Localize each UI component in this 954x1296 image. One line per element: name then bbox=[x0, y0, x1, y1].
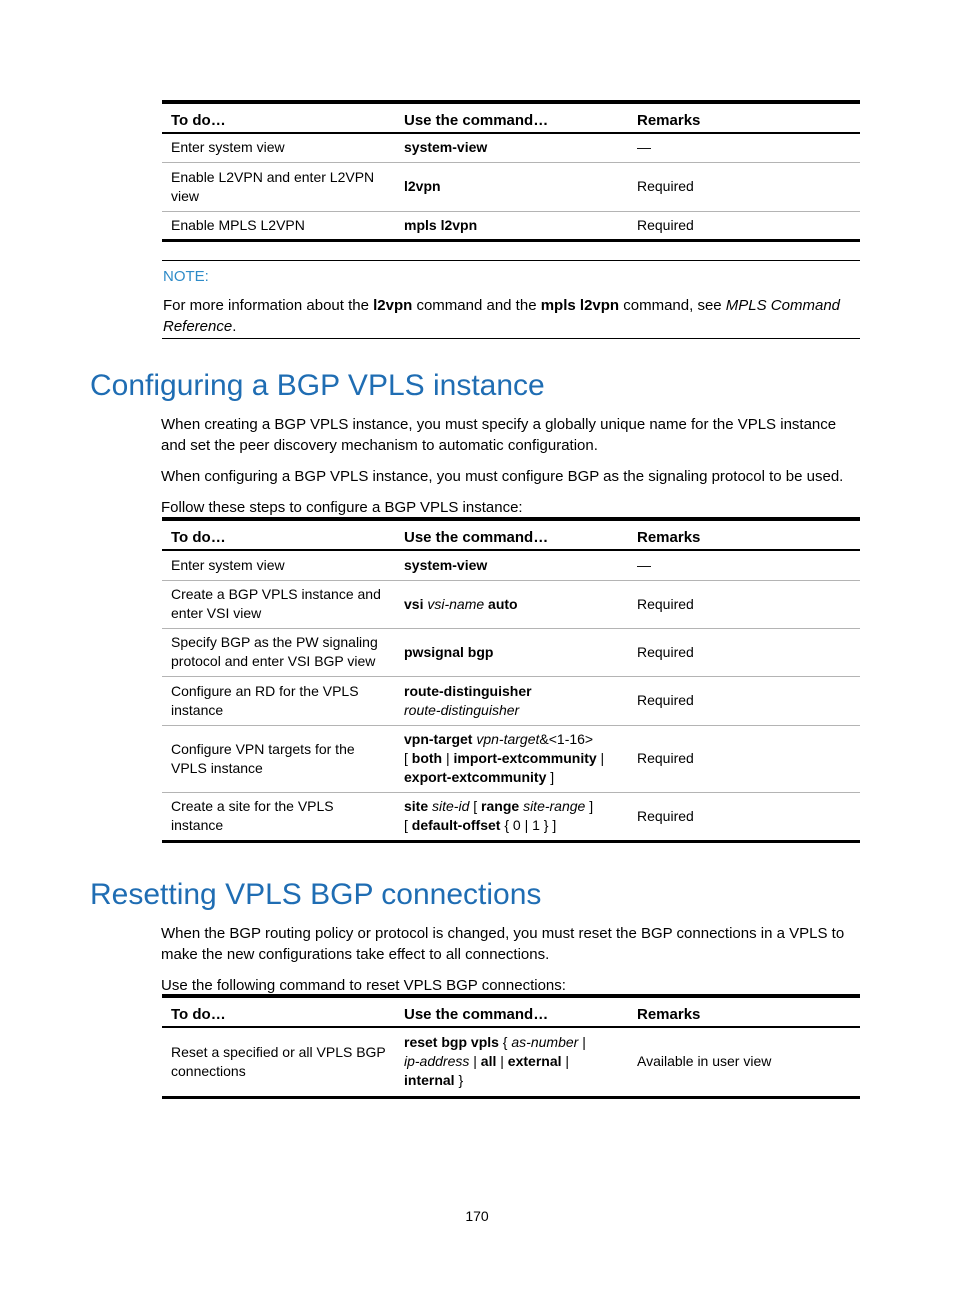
table-row bbox=[162, 725, 860, 792]
paragraph: When creating a BGP VPLS instance, you must specify a globally unique name for the VPLS instance and set the peer discovery mechanism to automatic configuration. bbox=[161, 416, 837, 454]
col-header-remarks: Remarks bbox=[628, 519, 860, 550]
cmd-keyword: range bbox=[481, 798, 520, 814]
cmd-text: [ bbox=[404, 750, 412, 766]
table-row bbox=[162, 792, 860, 841]
cmd-argument: route-distinguisher bbox=[404, 701, 520, 718]
cmd-keyword: route-distinguisher bbox=[404, 682, 532, 699]
cmd-keyword: internal bbox=[404, 1072, 455, 1089]
cmd-keyword: auto bbox=[488, 595, 518, 612]
cmd-keyword: export-extcommunity bbox=[404, 769, 547, 785]
cmd-argument: vsi-name bbox=[427, 595, 485, 612]
cmd-text: { bbox=[498, 1034, 512, 1051]
cmd-text: [ bbox=[469, 798, 482, 814]
col-header-command: Use the command… bbox=[395, 102, 628, 133]
cell-remarks: Required bbox=[628, 162, 860, 211]
col-header-todo: To do… bbox=[162, 102, 395, 133]
cell-command bbox=[395, 1027, 628, 1097]
cmd-text: ] bbox=[585, 798, 594, 814]
cell-remarks: Required bbox=[637, 216, 694, 233]
cmd-keyword: import-extcommunity bbox=[453, 750, 597, 766]
cmd-argument: site-id bbox=[432, 798, 470, 814]
cell-command bbox=[395, 725, 628, 792]
cell-remarks: Available in user view bbox=[637, 1053, 772, 1070]
cell-todo: Enable MPLS L2VPN bbox=[171, 216, 305, 233]
cell-command bbox=[395, 676, 628, 725]
note-text-part: . bbox=[232, 318, 237, 335]
cell-command: l2vpn bbox=[395, 162, 628, 211]
cmd-keyword: vsi bbox=[404, 595, 424, 612]
cell-todo: Configure an RD for the VPLS instance bbox=[162, 676, 395, 725]
cell-remarks: — bbox=[628, 133, 860, 162]
page-number: 170 bbox=[465, 1208, 489, 1224]
cell-todo: Reset a specified or all VPLS BGP connections bbox=[171, 1043, 386, 1079]
table-header-row bbox=[162, 996, 860, 1027]
cell-todo: Configure VPN targets for the VPLS instance bbox=[162, 725, 395, 792]
section-heading-reset-bgp: Resetting VPLS BGP connections bbox=[90, 878, 542, 911]
system-config-table bbox=[162, 100, 860, 242]
section-heading-bgp-vpls: Configuring a BGP VPLS instance bbox=[90, 369, 545, 402]
note-label: NOTE: bbox=[163, 268, 209, 285]
cell-remarks: Required bbox=[628, 628, 860, 676]
cmd-keyword: vpn-target bbox=[404, 731, 473, 747]
col-header-command: Use the command… bbox=[395, 519, 628, 550]
cmd-text: | bbox=[442, 750, 454, 766]
note-text bbox=[163, 295, 853, 337]
cell-command bbox=[395, 550, 628, 580]
col-header-remarks: Remarks bbox=[628, 996, 860, 1027]
note-text-part: command and the bbox=[412, 297, 541, 314]
col-header-todo: To do… bbox=[162, 996, 395, 1027]
cmd-text: ] bbox=[546, 769, 555, 785]
cmd-text: } bbox=[454, 1072, 464, 1089]
table-row bbox=[162, 628, 860, 676]
cell-command bbox=[395, 792, 628, 841]
table-row bbox=[162, 133, 860, 162]
paragraph: Follow these steps to configure a BGP VPLS instance: bbox=[161, 499, 523, 516]
cmd-keyword: default-offset bbox=[411, 817, 501, 833]
cell-remarks: Required bbox=[637, 807, 694, 824]
cell-remarks: Required bbox=[628, 580, 860, 628]
note-text-part: command, see bbox=[619, 297, 726, 314]
cmd-argument: as-number bbox=[511, 1034, 579, 1051]
bgp-vpls-config-table bbox=[162, 517, 860, 843]
cmd-keyword: system-view bbox=[404, 556, 488, 573]
cmd-keyword: pwsignal bgp bbox=[404, 643, 494, 660]
cmd-argument: vpn-target bbox=[476, 731, 540, 747]
paragraph: Use the following command to reset VPLS BGP connections: bbox=[161, 977, 566, 994]
cmd-keyword: reset bgp vpls bbox=[404, 1034, 499, 1051]
table-header-row bbox=[162, 519, 860, 550]
cell-command: system-view bbox=[395, 133, 628, 162]
cell-remarks: Required bbox=[628, 725, 860, 792]
col-header-remarks: Remarks bbox=[628, 102, 860, 133]
cell-todo: Enter system view bbox=[162, 133, 395, 162]
table-row bbox=[162, 1027, 860, 1097]
cell-todo: Create a BGP VPLS instance and enter VSI view bbox=[162, 580, 395, 628]
cmd-text: &<1-16> bbox=[539, 731, 594, 747]
cmd-text: | bbox=[561, 1053, 570, 1070]
cmd-argument: ip-address bbox=[404, 1053, 470, 1070]
table-row bbox=[162, 211, 860, 240]
cell-todo: Enable L2VPN and enter L2VPN view bbox=[162, 162, 395, 211]
note-reference-title: MPLS Command Reference bbox=[163, 297, 841, 335]
reset-bgp-table bbox=[162, 994, 860, 1099]
cmd-text: | bbox=[578, 1034, 586, 1051]
table-row bbox=[162, 676, 860, 725]
cell-command bbox=[395, 628, 628, 676]
table-row bbox=[162, 162, 860, 211]
cell-todo: Enter system view bbox=[162, 550, 395, 580]
cell-command bbox=[395, 580, 628, 628]
note-box bbox=[162, 260, 860, 339]
cell-remarks: — bbox=[628, 550, 860, 580]
cmd-keyword: site bbox=[404, 798, 429, 814]
cell-todo: Create a site for the VPLS instance bbox=[171, 798, 334, 833]
table-row bbox=[162, 550, 860, 580]
cmd-text: | bbox=[596, 750, 605, 766]
table-row bbox=[162, 580, 860, 628]
note-text-part: For more information about the bbox=[163, 297, 374, 314]
cmd-text: | bbox=[496, 1053, 508, 1070]
cmd-text: | bbox=[469, 1053, 481, 1070]
col-header-command: Use the command… bbox=[395, 996, 628, 1027]
cmd-keyword: all bbox=[480, 1053, 497, 1070]
table-header-row bbox=[162, 102, 860, 133]
paragraph: When the BGP routing policy or protocol is changed, you must reset the BGP connections in a VPLS to make the new configurations take effect to all connections. bbox=[161, 925, 845, 963]
cmd-keyword: external bbox=[507, 1053, 562, 1070]
note-command-mpls-l2vpn: mpls l2vpn bbox=[540, 297, 620, 314]
cmd-text: { 0 | 1 } ] bbox=[500, 817, 557, 833]
cmd-text: [ bbox=[404, 817, 412, 833]
cell-todo: Specify BGP as the PW signaling protocol and enter VSI BGP view bbox=[162, 628, 395, 676]
cell-command: mpls l2vpn bbox=[404, 216, 478, 233]
paragraph: When configuring a BGP VPLS instance, you must configure BGP as the signaling protocol to be used. bbox=[161, 468, 844, 485]
cmd-keyword: both bbox=[411, 750, 443, 766]
cell-remarks: Required bbox=[628, 676, 860, 725]
note-command-l2vpn: l2vpn bbox=[373, 297, 413, 314]
cmd-argument: site-range bbox=[523, 798, 586, 814]
col-header-todo: To do… bbox=[162, 519, 395, 550]
